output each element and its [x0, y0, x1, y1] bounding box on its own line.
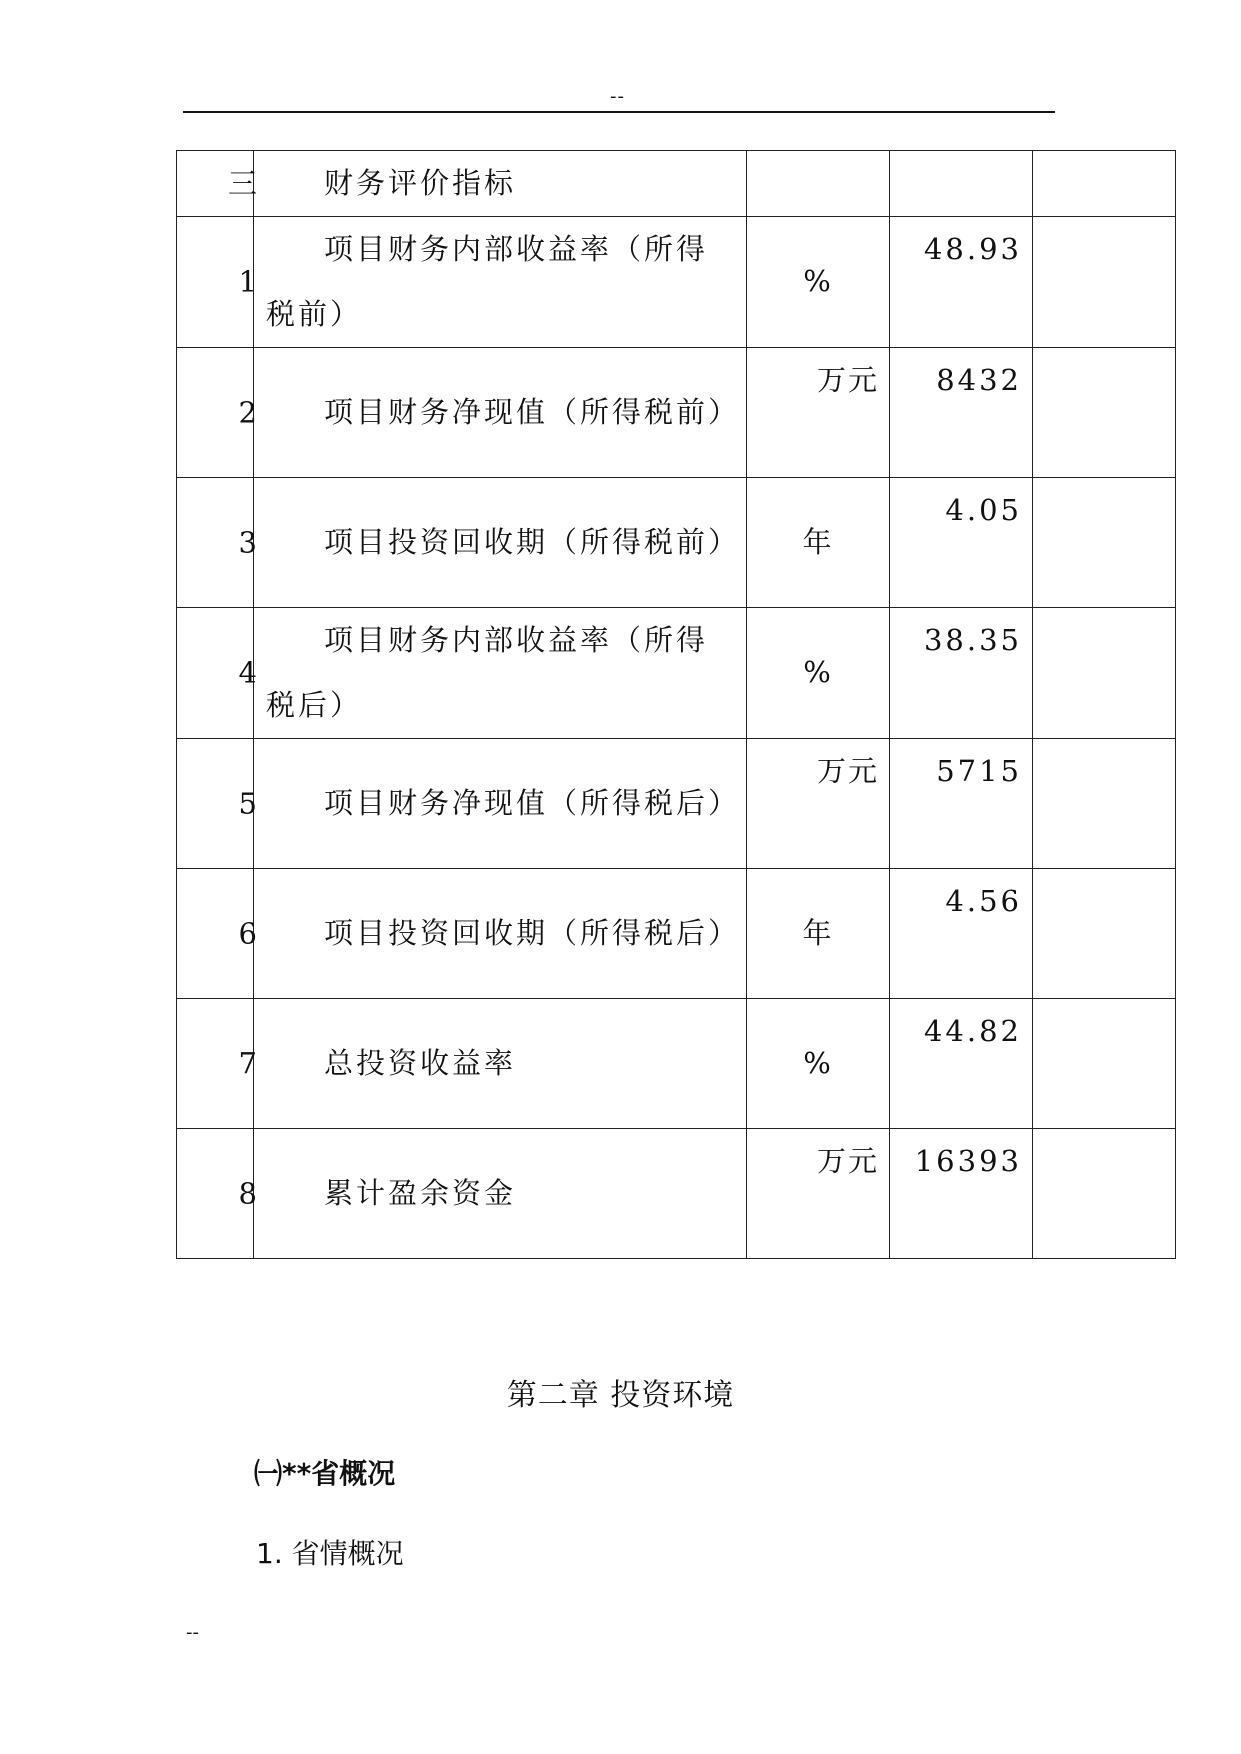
indicator-value: 4.05 — [945, 493, 1022, 527]
row-number: 2 — [238, 395, 259, 429]
subsection-title: 1. 省情概况 — [256, 1537, 404, 1570]
indicator-name: 项目财务净现值（所得税后） — [324, 786, 741, 820]
row-number-cell — [177, 608, 259, 739]
indicator-value: 38.35 — [923, 623, 1022, 657]
row-number: 3 — [238, 525, 259, 559]
indicator-name: 项目财务内部收益率（所得税后） — [266, 623, 709, 722]
row-number-cell — [177, 1129, 259, 1259]
row-number-cell — [177, 999, 259, 1129]
unit-cell — [747, 217, 890, 348]
indicator-name: 项目财务净现值（所得税前） — [324, 395, 741, 429]
indicator-name-cell — [254, 151, 747, 217]
table-row — [177, 478, 1176, 608]
remark-cell — [1033, 348, 1176, 478]
row-number: 8 — [238, 1176, 259, 1210]
financial-indicators-table — [176, 150, 1176, 1259]
unit: 万元 — [817, 363, 880, 397]
indicator-name: 累计盈余资金 — [324, 1176, 517, 1210]
remark-cell — [1033, 869, 1176, 999]
indicator-name-cell — [254, 478, 747, 608]
row-number: 6 — [238, 916, 259, 950]
indicator-name-cell — [254, 869, 747, 999]
page-footer-mark: -- — [186, 1622, 199, 1643]
unit-cell — [747, 1129, 890, 1259]
unit-cell — [747, 999, 890, 1129]
row-number-cell — [177, 478, 259, 608]
value-cell — [890, 348, 1033, 478]
table-row — [177, 869, 1176, 999]
table-row — [177, 151, 1176, 217]
table-row — [177, 217, 1176, 348]
value-cell — [890, 217, 1033, 348]
chapter-title: 第二章 投资环境 — [506, 1378, 735, 1413]
unit-cell — [747, 739, 890, 869]
remark-cell — [1033, 608, 1176, 739]
value-cell — [890, 608, 1033, 739]
row-number-cell — [177, 217, 259, 348]
indicator-value: 44.82 — [923, 1014, 1022, 1048]
row-number: 7 — [238, 1046, 259, 1080]
remark-cell — [1033, 478, 1176, 608]
unit-cell — [747, 478, 890, 608]
remark-cell — [1033, 1129, 1176, 1259]
unit: % — [803, 655, 833, 689]
indicator-value: 8432 — [936, 363, 1022, 397]
indicator-name: 项目财务内部收益率（所得税前） — [266, 232, 709, 331]
table-row — [177, 739, 1176, 869]
value-cell — [890, 1129, 1033, 1259]
table-row — [177, 608, 1176, 739]
page-header-mark: -- — [610, 86, 625, 107]
unit: 年 — [802, 525, 834, 559]
row-number-cell — [177, 739, 259, 869]
indicator-value: 48.93 — [923, 232, 1022, 266]
unit-cell — [747, 869, 890, 999]
row-number-cell — [177, 348, 259, 478]
indicator-name-cell — [254, 1129, 747, 1259]
table-row — [177, 348, 1176, 478]
remark-cell — [1033, 151, 1176, 217]
indicator-name: 项目投资回收期（所得税前） — [324, 525, 741, 559]
indicator-value: 16393 — [914, 1144, 1022, 1178]
value-cell — [890, 478, 1033, 608]
value-cell — [890, 869, 1033, 999]
unit: % — [803, 264, 833, 298]
unit-cell — [747, 151, 890, 217]
header-rule — [183, 111, 1055, 113]
value-cell — [890, 999, 1033, 1129]
unit: % — [803, 1046, 833, 1080]
remark-cell — [1033, 999, 1176, 1129]
row-number-cell — [177, 151, 259, 217]
indicator-name-cell — [254, 348, 747, 478]
value-cell — [890, 739, 1033, 869]
indicator-value: 5715 — [936, 754, 1022, 788]
value-cell — [890, 151, 1033, 217]
remark-cell — [1033, 217, 1176, 348]
indicator-name-cell — [254, 739, 747, 869]
table-row — [177, 1129, 1176, 1259]
indicator-name-cell — [254, 608, 747, 739]
indicator-name: 项目投资回收期（所得税后） — [324, 916, 741, 950]
unit: 万元 — [817, 1144, 880, 1178]
indicator-name-cell — [254, 217, 747, 348]
remark-cell — [1033, 739, 1176, 869]
indicator-name-cell — [254, 999, 747, 1129]
row-number: 1 — [238, 264, 259, 299]
indicator-name: 总投资收益率 — [324, 1046, 517, 1080]
row-number: 三 — [227, 166, 259, 200]
indicator-value: 4.56 — [945, 884, 1022, 918]
unit: 万元 — [817, 754, 880, 788]
section-title: ㈠**省概况 — [254, 1457, 396, 1490]
row-number: 4 — [238, 655, 259, 690]
unit-cell — [747, 348, 890, 478]
unit-cell — [747, 608, 890, 739]
unit: 年 — [802, 916, 834, 950]
indicator-name: 财务评价指标 — [324, 166, 517, 200]
table-row — [177, 999, 1176, 1129]
row-number: 5 — [238, 786, 259, 820]
row-number-cell — [177, 869, 259, 999]
